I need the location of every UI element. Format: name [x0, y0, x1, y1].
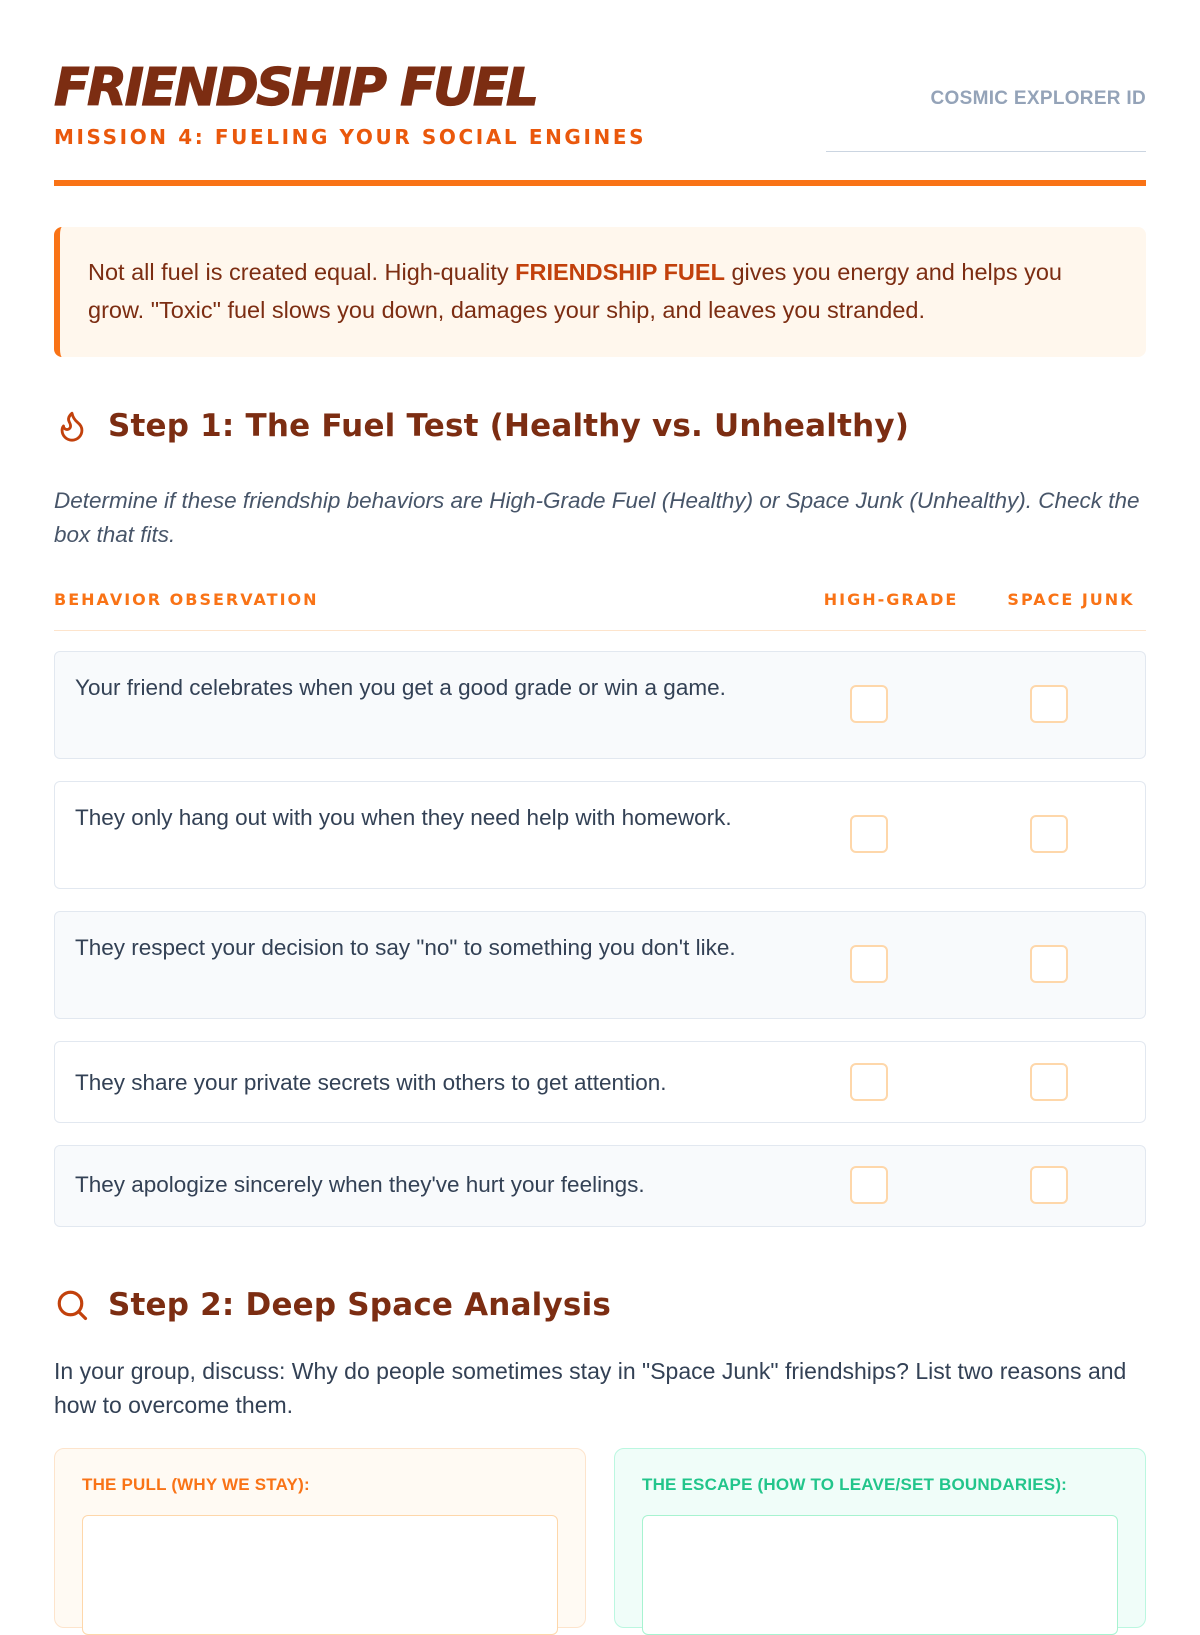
space-junk-checkbox[interactable]: [1030, 945, 1068, 983]
intro-callout: [54, 227, 1146, 357]
step1-instructions: Determine if these friendship behaviors are High-Grade Fuel (Healthy) or Space Junk (Unhealthy). Check the box that fits.: [54, 488, 1140, 547]
space-junk-checkbox[interactable]: [1030, 815, 1068, 853]
space-junk-checkbox[interactable]: [1030, 685, 1068, 723]
intro-text-before: Not all fuel is created equal. High-quality: [88, 259, 516, 285]
header-divider: [54, 180, 1146, 186]
column-behavior-observation: BEHAVIOR OBSERVATION: [54, 590, 319, 609]
behavior-text: They only hang out with you when they need help with homework.: [75, 805, 732, 830]
page-title: FRIENDSHIP FUEL: [54, 58, 537, 118]
behavior-text: They apologize sincerely when they've hurt your feelings.: [75, 1172, 645, 1197]
escape-label: THE ESCAPE (HOW TO LEAVE/SET BOUNDARIES):: [642, 1475, 1068, 1494]
high-grade-checkbox[interactable]: [850, 1063, 888, 1101]
column-high-grade: HIGH-GRADE: [823, 590, 959, 609]
behavior-text: Your friend celebrates when you get a good grade or win a game.: [75, 675, 726, 700]
escape-answer-card: [614, 1448, 1146, 1628]
table-row: [54, 651, 1146, 759]
table-row: [54, 1041, 1146, 1123]
pull-label: THE PULL (WHY WE STAY):: [82, 1475, 310, 1494]
pull-answer-card: [54, 1448, 586, 1628]
behavior-text: They respect your decision to say "no" to something you don't like.: [75, 935, 736, 960]
space-junk-checkbox[interactable]: [1030, 1063, 1068, 1101]
table-row: [54, 911, 1146, 1019]
space-junk-checkbox[interactable]: [1030, 1166, 1068, 1204]
step2-heading-row: [54, 1283, 611, 1327]
escape-answer-input[interactable]: [642, 1515, 1118, 1635]
explorer-id-label: COSMIC EXPLORER ID: [930, 88, 1146, 109]
worksheet-page: [54, 0, 1146, 1494]
step2-prompt: In your group, discuss: Why do people sometimes stay in "Space Junk" friendships? List two reasons and how to overcome them.: [54, 1358, 1127, 1418]
flame-icon: [54, 408, 90, 444]
intro-text-after: gives you energy and helps you grow. "Toxic" fuel slows you down, damages your ship, and leaves you stranded.: [88, 259, 1062, 323]
intro-highlight: FRIENDSHIP FUEL: [515, 259, 725, 285]
step1-heading: Step 1: The Fuel Test (Healthy vs. Unhealthy): [108, 408, 910, 444]
explorer-id-field[interactable]: [826, 151, 1146, 152]
high-grade-checkbox[interactable]: [850, 945, 888, 983]
step2-heading: Step 2: Deep Space Analysis: [108, 1287, 612, 1323]
high-grade-checkbox[interactable]: [850, 815, 888, 853]
mission-subtitle: MISSION 4: FUELING YOUR SOCIAL ENGINES: [54, 125, 647, 149]
high-grade-checkbox[interactable]: [850, 1166, 888, 1204]
column-space-junk: SPACE JUNK: [1007, 590, 1135, 609]
table-row: [54, 781, 1146, 889]
fuel-test-table-header: [54, 590, 1146, 631]
table-row: [54, 1145, 1146, 1227]
behavior-text: They share your private secrets with others to get attention.: [75, 1070, 667, 1095]
header: [54, 0, 1146, 190]
magnifier-icon: [54, 1287, 90, 1323]
step1-heading-row: [54, 404, 909, 448]
high-grade-checkbox[interactable]: [850, 685, 888, 723]
pull-answer-input[interactable]: [82, 1515, 558, 1635]
